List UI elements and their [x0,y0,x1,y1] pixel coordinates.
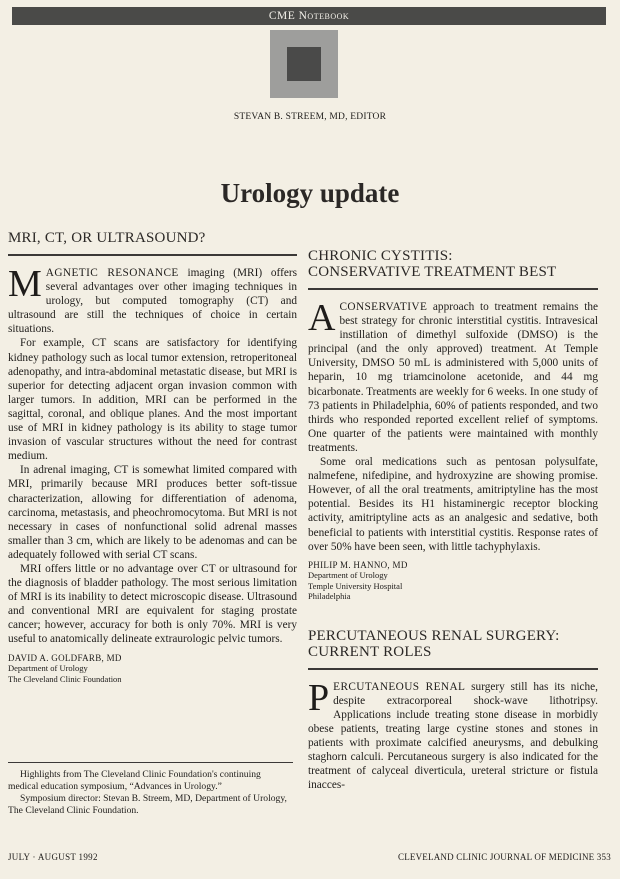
section-rule [8,254,297,256]
editor-line: STEVAN B. STREEM, MD, EDITOR [233,112,387,122]
article-heading-percutaneous: PERCUTANEOUS RENAL SURGERY: CURRENT ROLES [308,627,560,660]
footnote [8,762,293,817]
cme-notebook-logo [270,30,338,98]
lead-text: approach to treatment remains the best strategy for chronic interstitial cystitis. Intravesical instillation of dimethyl sulfoxide (DMSO) is the principal (and the only approved) treatment. At Temple University, DMSO 50 mL is administered with 5,000 units of heparin, 10 mg triamcinolone acetonide, and 44 mg bicarbonate. Treatments are weekly for 6 weeks. In one study of 73 patients in Philadelphia, 60% of patients responded, and two thirds who responded reported excellent relief of symptoms. One quarter of the patients were maintained with monthly treatments. [308,301,598,454]
article-lead-paragraph [8,263,297,336]
lead-caps: CONSERVATIVE [339,301,428,313]
author-city: Philadelphia [308,591,351,602]
page-title: Urology update [220,178,400,208]
article-heading-mri: MRI, CT, OR ULTRASOUND? [8,230,206,246]
logo-inner-square [287,47,321,81]
author-department: Department of Urology [308,570,388,581]
right-column [308,248,598,792]
drop-cap: A [308,297,336,339]
article-paragraph: MRI offers little or no advantage over CT or ultrasound for the diagnosis of bladder pathology. The most serious limitation of MRI is its inability to detect microscopic disease. Ultrasound and conventional MRI are equivalent for staging prostate cancer; however, accuracy for both is only 70%. MRI is very useful to anatomically delineate extraurologic pelvic tumors. [8,562,297,646]
article-lead-paragraph [308,676,598,793]
article-lead-paragraph [308,297,598,455]
section-title: CME Notebook [268,10,350,22]
section-header-bar [12,7,606,25]
lead-caps: AGNETIC RESONANCE [45,267,179,279]
author-signature [308,560,598,602]
lead-text: surgery still has its niche, despite extracorporeal shock-wave lithotripsy. Applications include treating stone disease in morbidly obese patients, treating large cystine stones and stones in patients with proximate calcified aneurysms, and debulking staghorn calculi. Percutaneous surgery is also indicated for the treatment of calyceal diverticula, ureteral stricture or fistula inacces- [308,680,598,792]
author-name: PHILIP M. HANNO, MD [308,559,408,570]
lead-text: imaging (MRI) offers several advantages over other imaging techniques in urology, but computed tomography (CT) and ultrasound are still the techniques of choice in certain situations. [8,267,297,336]
drop-cap: M [8,263,42,305]
article-heading-cystitis: CHRONIC CYSTITIS: CONSERVATIVE TREATMENT BEST [308,248,557,280]
footnote-paragraph: Symposium director: Stevan B. Streem, MD, Department of Urology, The Cleveland Clinic Foundation. [8,793,287,816]
author-institution: Temple University Hospital [308,580,403,591]
author-name: DAVID A. GOLDFARB, MD [8,652,122,663]
article-paragraph: In adrenal imaging, CT is somewhat limited compared with MRI, primarily because MRI produces better soft-tissue characterization, allowing for differentiation of adenoma, carcinoma, metastasis, and pheochromocytoma. But MRI is not necessary in cases of nonfunctional solid adrenal masses smaller than 3 cm, which are likely to be adenomas and can be adequately followed with serial CT scans. [8,464,297,561]
footer-date: JULY · AUGUST 1992 [8,852,98,862]
article-paragraph: For example, CT scans are satisfactory for identifying kidney pathology such as local tumor extension, retroperitoneal adenopathy, and intra-abdominal metastatic disease, but MRI is superior for detecting adjacent organ invasion common with larger tumors. In addition, MRI can be performed in the sagittal, coronal, and oblique planes. And the most important use of MRI in kidney pathology is its ability to stage tumor invasion of vascular structures without the need for contrast medium. [8,337,297,463]
drop-cap: P [308,676,330,719]
footnote-paragraph: Highlights from The Cleveland Clinic Foundation's continuing medical education symposium, “Advances in Urology.” [8,769,261,792]
author-institution: The Cleveland Clinic Foundation [8,673,122,684]
left-column [8,230,297,684]
author-signature [8,653,297,685]
lead-caps: ERCUTANEOUS RENAL [333,680,466,693]
footer-journal: CLEVELAND CLINIC JOURNAL OF MEDICINE 353 [398,852,611,862]
article-paragraph: Some oral medications such as pentosan polysulfate, nalmefene, nifedipine, and hydroxyzine are showing promise. However, of all the oral treatments, amitriptyline has the most potential. Besides its H1 histaminergic receptor blocking activity, amitriptyline acts as an analgesic and sedative, both beneficial to patients with interstitial cystitis. Response rates of over 50% have been seen, with little tachyphylaxis. [308,456,598,553]
section-rule [308,288,598,290]
author-department: Department of Urology [8,663,88,674]
section-rule [308,668,598,670]
